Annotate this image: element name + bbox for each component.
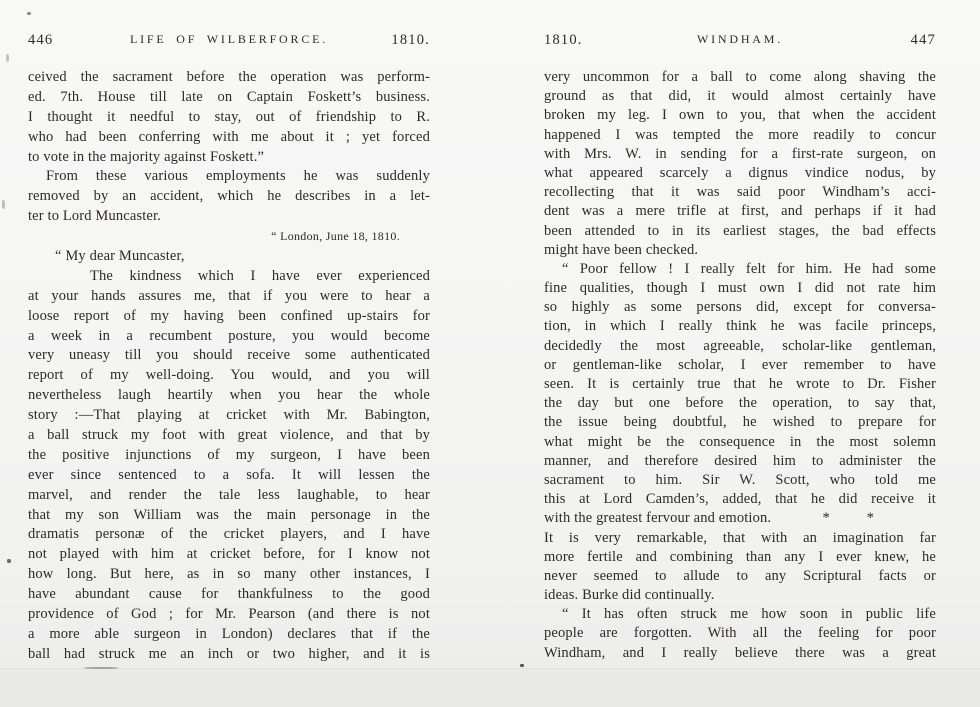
text-line: tion, in which I really think he was facile princeps, — [544, 318, 936, 335]
text-line: with Mrs. W. in sending for a first-rate surgeon, on — [544, 145, 936, 162]
text-line: what appeared scarcely a dignus vindice nodus, by — [544, 164, 936, 181]
text-line: not played with him at cricket before, for I know not — [28, 546, 430, 563]
text-line: never seemed to allude to any Scriptural facts or — [544, 567, 936, 584]
page-number-right: 447 — [910, 32, 936, 48]
text-line: recollecting that it was said poor Windham’s acci- — [544, 184, 936, 201]
text-line: ball had struck me an inch or two higher, and it is — [28, 645, 430, 662]
text-line: seen. It is certainly true that he wrote to Dr. Fisher — [544, 376, 936, 392]
text-line: people are forgotten. With all the feeling for poor — [544, 625, 936, 642]
text-line: who had been conferring with me about it ; yet forced — [28, 128, 430, 145]
text-line: this at Lord Camden’s, added, that he did receive it — [544, 491, 936, 508]
text-line: to vote in the majority against Foskett.” — [28, 148, 265, 165]
scan-speck — [2, 200, 5, 209]
text-line: that my son William was the main personage in the — [28, 506, 430, 523]
text-line: story :—That playing at cricket with Mr. Babington, — [28, 407, 430, 424]
scan-speck — [7, 559, 11, 563]
scan-speck — [6, 54, 9, 62]
scan-bottom-edge — [0, 668, 980, 707]
text-line: “ It has often struck me how soon in public life — [562, 606, 936, 623]
scan-speck — [520, 664, 524, 667]
page-number-left: 446 — [28, 32, 54, 48]
scan-speck — [27, 12, 31, 15]
text-line: The kindness which I have ever experienced — [90, 267, 430, 284]
text-line: so highly as some persons did, except for conversa- — [544, 299, 936, 316]
page-right-header — [544, 32, 936, 49]
text-line: happened I was tempted the more readily to concur — [544, 126, 936, 143]
text-line: providence of God ; for Mr. Pearson (and there is not — [28, 606, 430, 623]
page-left — [28, 32, 430, 665]
text-line: with the greatest fervour and emotion. * * — [544, 510, 875, 527]
text-line: a week in a recumbent posture, you would become — [28, 327, 430, 344]
text-line: the day but one before the operation, to say that, — [544, 395, 936, 412]
page-left-header — [28, 32, 430, 49]
text-line: ter to Lord Muncaster. — [28, 208, 161, 225]
text-line: been attended to in its earliest stages, the bad effects — [544, 222, 936, 239]
text-line: dent was a mere trifle at first, and perhaps if it had — [544, 203, 936, 220]
text-line: nevertheless laugh heartily when you hear the whole — [28, 387, 430, 404]
page-right — [544, 32, 936, 663]
text-line: how long. But here, as in so many other instances, I — [28, 566, 430, 583]
text-line: ceived the sacrament before the operation was perform- — [28, 69, 430, 85]
text-line: at your hands assures me, that if you were to hear a — [28, 287, 430, 304]
text-line: ever since sentenced to a sofa. It will lessen the — [28, 466, 430, 483]
running-title-right: WINDHAM. — [696, 32, 784, 46]
year-label-left: 1810. — [391, 32, 430, 48]
text-line: very uncommon for a ball to come along shaving the — [544, 69, 936, 85]
text-line: or gentleman-like scholar, I ever remember to have — [544, 356, 936, 373]
text-line: decidedly the most agreeable, scholar-like gentleman, — [544, 337, 936, 354]
text-line: ed. 7th. House till late on Captain Foskett’s business. — [28, 88, 430, 105]
text-line: ideas. Burke did continually. — [544, 587, 715, 604]
text-line: ground as that did, it would almost certainly have — [544, 88, 936, 105]
scan-speck — [84, 667, 118, 669]
text-line: loose report of my having been confined up-stairs for — [28, 307, 430, 324]
text-line: dramatis personæ of the cricket players, and I have — [28, 526, 430, 543]
text-line: “ London, June 18, 1810. — [271, 229, 400, 244]
text-line: report of my well-doing. You would, and you will — [28, 367, 430, 384]
text-line: more fertile and combining than any I ever knew, he — [544, 548, 936, 565]
text-line: removed by an accident, which he describes in a let- — [28, 188, 430, 205]
text-line: “ Poor fellow ! I really felt for him. He had some — [562, 260, 936, 277]
text-line: fine qualities, though I must own I did not rate him — [544, 280, 936, 297]
text-line: It is very remarkable, that with an imagination far — [544, 529, 936, 546]
text-line: the positive injunctions of my surgeon, I have been — [28, 446, 430, 463]
running-title-left: LIFE OF WILBERFORCE. — [129, 32, 329, 46]
text-line: From these various employments he was suddenly — [46, 168, 430, 185]
text-line: have abundant cause for thankfulness to the good — [28, 586, 430, 603]
text-line: sacrament to him. Sir W. Scott, who told me — [544, 471, 936, 488]
text-line: a ball struck my foot with great violence, and that by — [28, 427, 430, 444]
page-left-text — [28, 68, 430, 665]
text-line: broken my leg. I own to you, that when the accident — [544, 107, 936, 124]
text-line: “ My dear Muncaster, — [55, 248, 185, 265]
text-line: marvel, and render the tale less laughable, to hear — [28, 486, 430, 503]
text-line: manner, and therefore desired him to administer the — [544, 452, 936, 469]
text-line: what might be the consequence in the most solemn — [544, 433, 936, 450]
text-line: I thought it needful to stay, out of friendship to R. — [28, 108, 430, 125]
text-line: a more able surgeon in London) declares that if the — [28, 625, 430, 642]
text-line: might have been checked. — [544, 241, 699, 258]
text-line: Windham, and I really believe there was a great — [544, 644, 936, 661]
year-label-right: 1810. — [544, 32, 583, 48]
text-line: the issue being doubtful, he wished to prepare for — [544, 414, 936, 431]
text-line: very uneasy till you should receive some authenticated — [28, 347, 430, 364]
page-right-text — [544, 68, 936, 663]
